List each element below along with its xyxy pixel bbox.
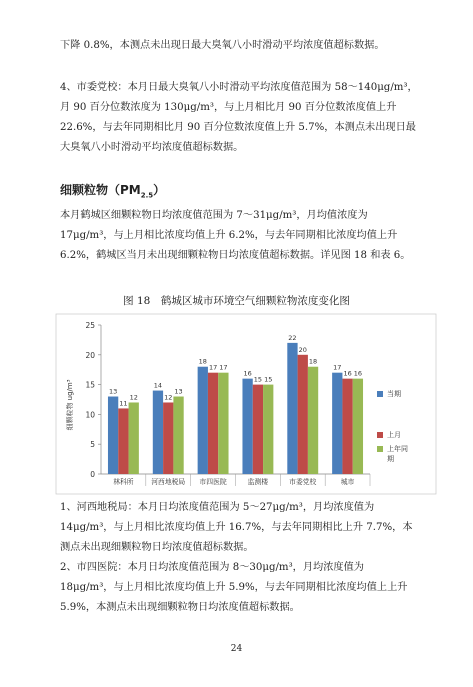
data-label: 12 [164, 393, 173, 402]
data-label: 15 [264, 375, 273, 384]
data-label: 18 [308, 357, 318, 366]
bar [129, 402, 139, 474]
bar [342, 379, 352, 474]
y-tick-label: 25 [85, 321, 95, 330]
data-label: 18 [198, 357, 207, 366]
x-tick-label: 城市 [340, 478, 355, 486]
data-label: 17 [208, 363, 218, 372]
paragraph-hexi-tax-bureau: 1、河西地税局：本月日均浓度值范围为 5～27μg/m³，月均浓度值为 14μg/m³，与上月相比浓度均值上升 16.7%，与去年同期相比上升 7.7%，本测点未出现细颗粒物日均浓度值超标数据。 [60, 502, 413, 553]
data-label: 17 [333, 363, 342, 372]
legend-label: 当期 [387, 390, 401, 398]
data-label: 20 [298, 345, 307, 354]
data-label: 22 [288, 333, 297, 342]
bar [153, 391, 163, 474]
bar [298, 355, 308, 474]
data-label: 13 [108, 387, 118, 396]
page-number: 24 [230, 644, 243, 654]
legend-label: 上年同 [387, 445, 408, 453]
paragraph-ozone-continued: 下降 0.8%，本测点未出现日最大臭氧八小时滑动平均浓度值超标数据。 [60, 40, 385, 51]
paragraph-ozone-party-school: 4、市委党校：本月日最大臭氧八小时滑动平均浓度值范围为 58～140μg/m³，月 90 百分位数浓度为 130μg/m³，与上月相比月 90 百分位数浓度值上升 22.6%，与去年同期相比月 90 百分位数浓度值上升 5.7%，本测点未出现日最大臭氧八小时滑动平均浓度值超标数据。 [60, 82, 418, 153]
bar [287, 343, 297, 474]
data-label: 17 [219, 363, 228, 372]
legend-swatch [377, 446, 383, 452]
bar [218, 373, 228, 474]
data-label: 16 [343, 369, 352, 378]
legend-swatch [377, 432, 383, 438]
bar [118, 408, 128, 474]
bar [332, 373, 342, 474]
y-tick-label: 20 [85, 350, 95, 360]
legend-label: 上月 [387, 431, 401, 439]
bar [253, 385, 263, 474]
y-tick-label: 15 [85, 380, 95, 390]
legend-label-continued: 期 [387, 455, 394, 463]
y-tick-label: 5 [90, 440, 95, 450]
y-tick-label: 10 [85, 410, 95, 420]
data-label: 16 [243, 369, 252, 378]
data-label: 16 [353, 369, 363, 378]
bar [198, 367, 208, 474]
data-label: 13 [174, 387, 183, 396]
figure-title: 图 18 鹤城区城市环境空气细颗粒物浓度变化图 [123, 295, 350, 307]
bar [242, 379, 252, 474]
section-heading-close: ） [153, 183, 166, 197]
legend-swatch [377, 391, 383, 397]
x-tick-label: 市四医院 [199, 478, 227, 486]
paragraph-pm25-summary: 本月鹤城区细颗粒物日均浓度值范围为 7～31μg/m³，月均值浓度为 17μg/m³，与上月相比浓度均值上升 6.2%，与去年同期相比浓度均值上升 6.2%，鹤城区当月未出现细颗粒物日均浓度值超标数据。详见图 18 和表 6。 [60, 210, 411, 261]
x-tick-label: 河西地税局 [151, 478, 186, 486]
x-tick-label: 监测楼 [247, 478, 269, 486]
paragraph-fourth-hospital: 2、市四医院：本月日均浓度值范围为 8～30μg/m³，月均浓度值为 18μg/m³，与上月相比浓度均值上升 5.9%，与去年同期相比浓度均值上上升 5.9%，本测点未出现细颗粒物日均浓度值超标数据。 [60, 562, 408, 613]
bar [353, 379, 363, 474]
y-tick-label: 0 [90, 470, 95, 479]
bar [108, 397, 118, 474]
bar [173, 397, 183, 474]
x-tick-label: 林科所 [113, 478, 134, 486]
data-label: 12 [129, 393, 138, 402]
y-axis-label: 细颗粒物 ug/m³ [66, 379, 74, 431]
data-label: 15 [253, 375, 263, 384]
bar [208, 373, 218, 474]
x-tick-label: 市委党校 [289, 478, 317, 486]
data-label: 11 [119, 399, 128, 408]
data-label: 14 [153, 381, 163, 390]
section-heading-subscript: 2.5 [140, 191, 154, 200]
bar [263, 385, 273, 474]
section-heading-text: 细颗粒物（PM [60, 183, 141, 197]
bar [163, 402, 173, 474]
bar [308, 367, 318, 474]
